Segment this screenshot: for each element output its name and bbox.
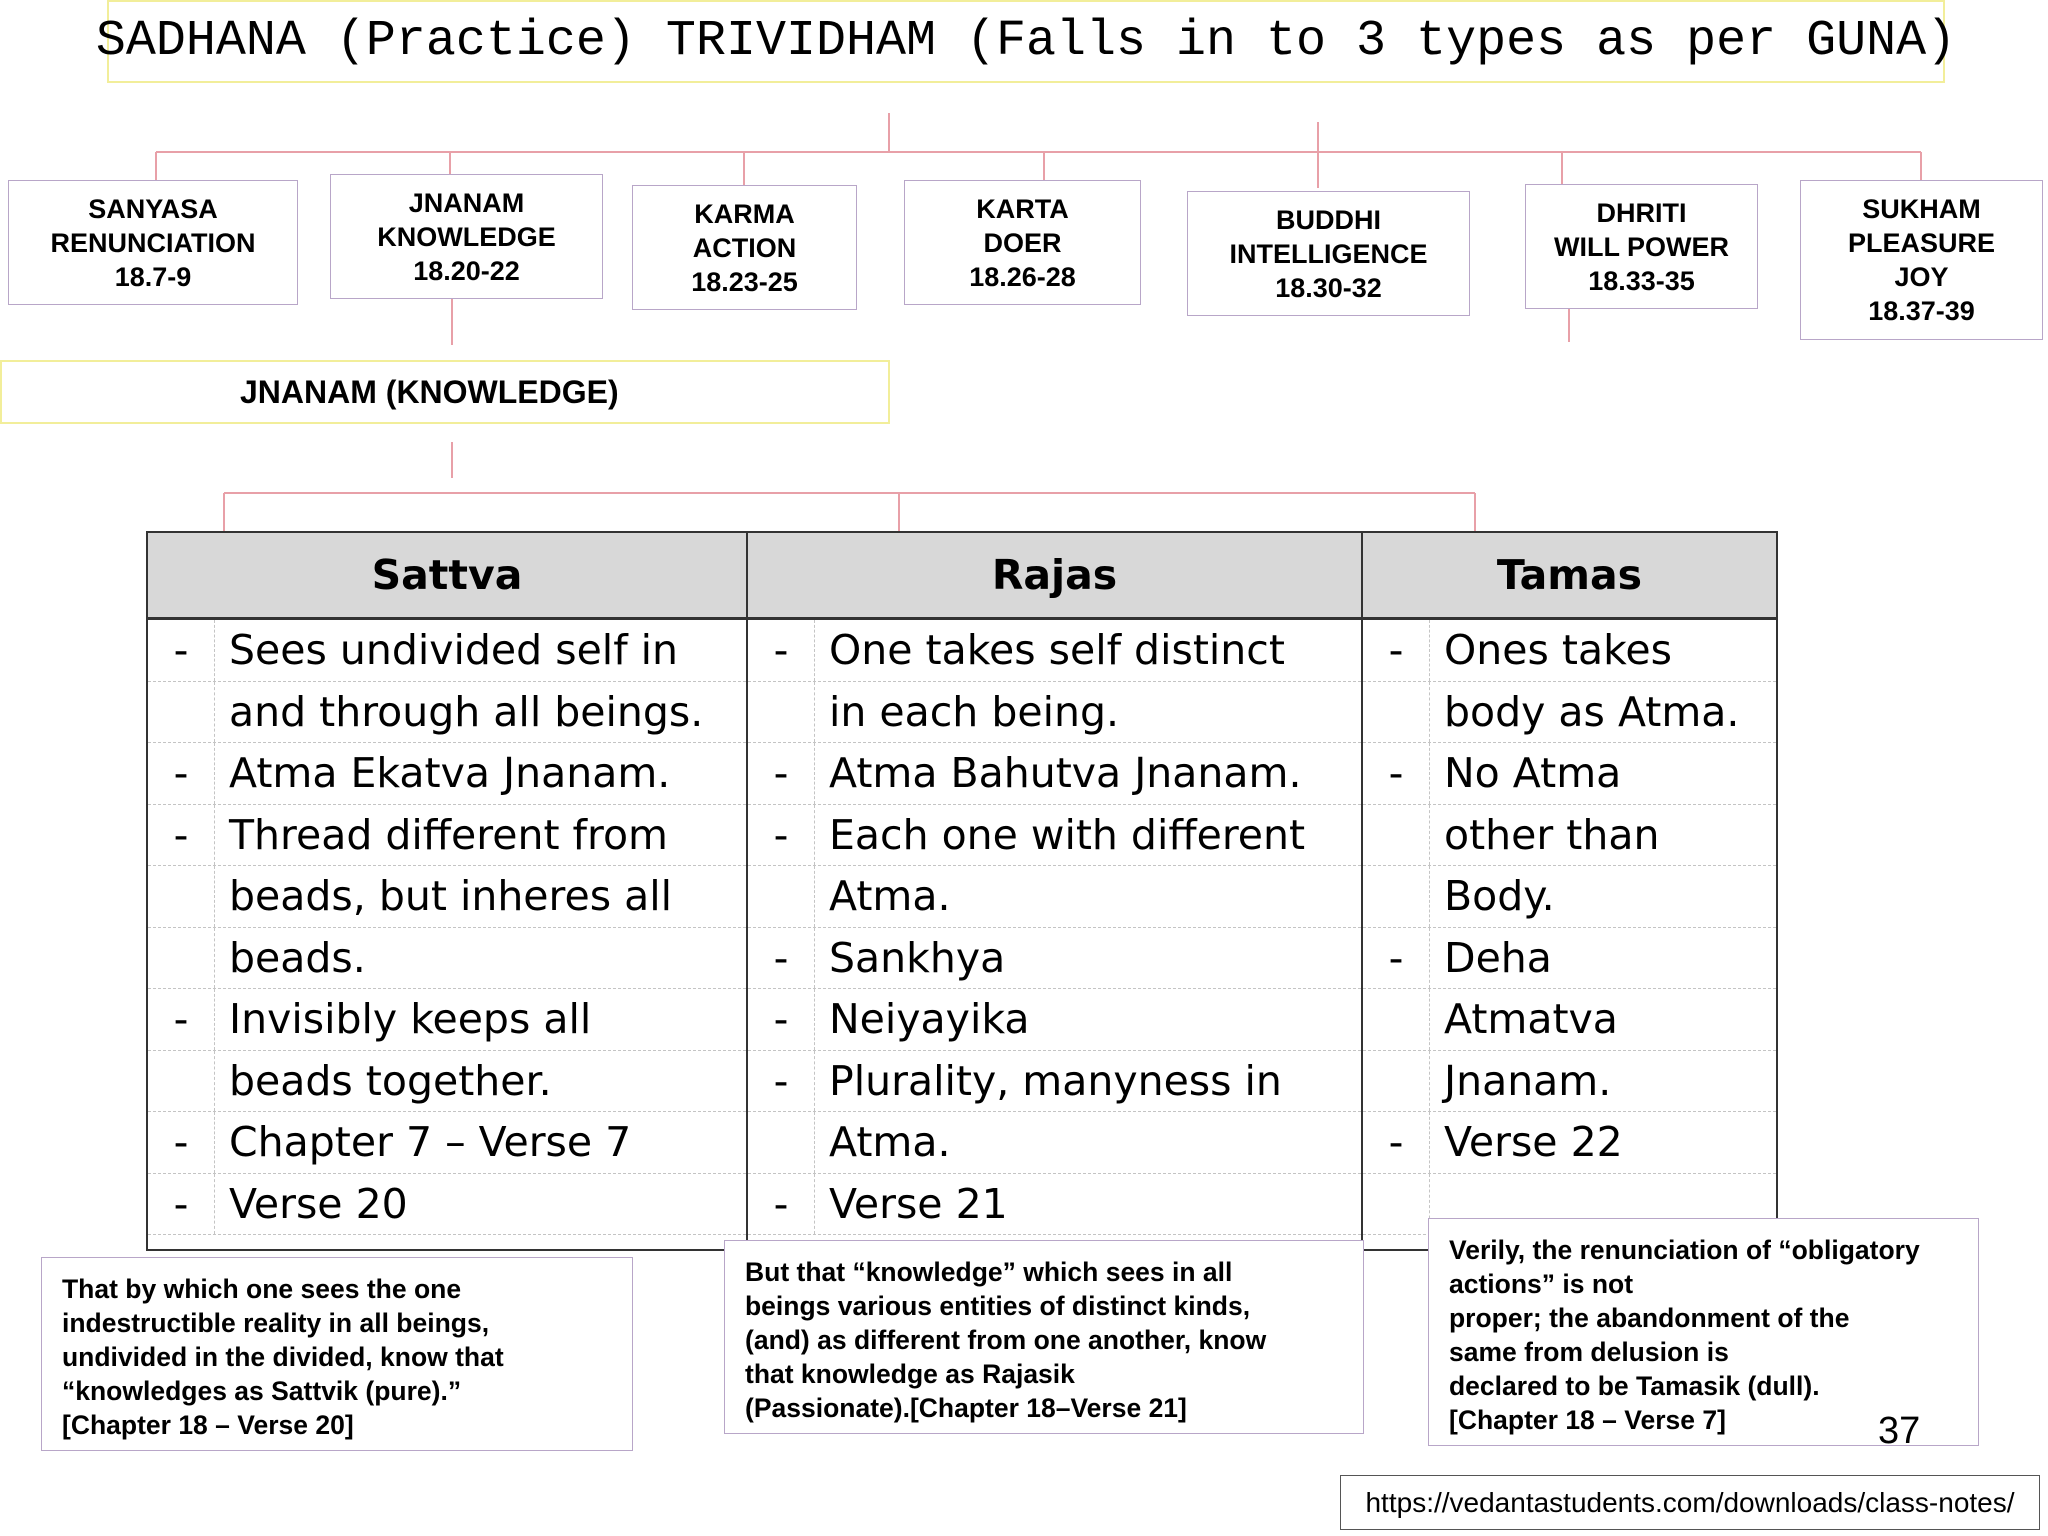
quote-line: undivided in the divided, know that: [62, 1342, 504, 1372]
line-text: Plurality, manyness in: [829, 1056, 1282, 1105]
category-line: BUDDHI: [1276, 204, 1381, 235]
category-karta: [904, 180, 1141, 305]
line-text: Verse 22: [1444, 1118, 1623, 1167]
category-line: JNANAM: [408, 187, 525, 218]
rajas-line: [748, 620, 1361, 682]
category-line: SANYASA: [88, 193, 218, 224]
sattva-line: [148, 1174, 746, 1236]
rajas-line: [748, 1174, 1361, 1236]
rajas-line: [748, 805, 1361, 867]
quote-line: (and) as different from one another, know: [745, 1325, 1267, 1355]
line-text: Atma.: [829, 872, 951, 921]
category-line: 18.20-22: [413, 255, 520, 286]
category-line: WILL POWER: [1554, 231, 1729, 262]
rajas-line: [748, 989, 1361, 1051]
column-rajas: [747, 619, 1362, 1251]
rajas-line: [748, 866, 1361, 928]
rajas-line: [748, 682, 1361, 744]
line-text: Sees undivided self in: [229, 626, 679, 675]
category-line: DOER: [983, 227, 1062, 258]
line-text: Invisibly keeps all: [229, 995, 592, 1044]
line-text: Atma Bahutva Jnanam.: [829, 749, 1302, 798]
category-line: 18.7-9: [114, 261, 192, 292]
quote-line: declared to be Tamasik (dull).: [1449, 1371, 1820, 1401]
column-sattva: [147, 619, 747, 1251]
bullet-dash: -: [148, 805, 215, 866]
bullet-dash: [1363, 989, 1430, 1050]
category-buddhi: [1187, 191, 1470, 316]
category-line: ACTION: [692, 232, 797, 263]
category-sukham: [1800, 180, 2043, 340]
tamas-line: [1363, 682, 1776, 744]
category-line: 18.23-25: [691, 266, 798, 297]
bullet-dash: [748, 682, 815, 743]
bullet-dash: [1363, 682, 1430, 743]
bullet-dash: -: [748, 620, 815, 681]
quote-line: But that “knowledge” which sees in all: [745, 1257, 1233, 1287]
bullet-dash: -: [1363, 743, 1430, 804]
source-url[interactable]: https://vedantastudents.com/downloads/class-notes/: [1340, 1475, 2040, 1530]
line-text: in each being.: [829, 687, 1120, 736]
line-text: One takes self distinct: [829, 626, 1285, 675]
bullet-dash: -: [148, 620, 215, 681]
line-text: and through all beings.: [229, 687, 704, 736]
sattva-line: [148, 1112, 746, 1174]
category-line: JOY: [1894, 262, 1949, 292]
bullet-dash: -: [148, 743, 215, 804]
bullet-dash: -: [748, 928, 815, 989]
quote-line: (Passionate).[Chapter 18–Verse 21]: [745, 1393, 1187, 1423]
bullet-dash: [1363, 1051, 1430, 1112]
category-line: DHRITI: [1596, 197, 1687, 228]
quote-line: [Chapter 18 – Verse 7]: [1449, 1405, 1726, 1435]
quote-line: same from delusion is: [1449, 1337, 1729, 1367]
line-text: Neiyayika: [829, 995, 1030, 1044]
bullet-dash: -: [748, 1174, 815, 1235]
line-text: beads, but inheres all: [229, 872, 673, 921]
sattva-line: [148, 682, 746, 744]
line-text: Each one with different: [829, 810, 1306, 859]
category-line: INTELLIGENCE: [1229, 238, 1428, 269]
header-rajas: Rajas: [747, 532, 1362, 619]
quote-sattvik: [41, 1257, 633, 1451]
jnanam-heading: JNANAM (KNOWLEDGE): [0, 360, 890, 424]
line-text: Body.: [1444, 872, 1555, 921]
tamas-line: [1363, 1051, 1776, 1113]
column-tamas: [1362, 619, 1777, 1251]
quote-line: beings various entities of distinct kinds,: [745, 1291, 1251, 1321]
tamas-line: [1363, 866, 1776, 928]
bullet-dash: [148, 682, 215, 743]
tamas-line: [1363, 805, 1776, 867]
bullet-dash: [148, 866, 215, 927]
line-text: Ones takes: [1444, 626, 1672, 675]
line-text: Thread different from: [229, 810, 668, 859]
line-text: Sankhya: [829, 933, 1006, 982]
sattva-line: [148, 1051, 746, 1113]
line-text: beads together.: [229, 1056, 552, 1105]
guna-table: [146, 531, 1778, 1251]
bullet-dash: -: [748, 805, 815, 866]
quote-line: [Chapter 18 – Verse 20]: [62, 1410, 354, 1440]
quote-line: “knowledges as Sattvik (pure).”: [62, 1376, 462, 1406]
header-tamas: Tamas: [1362, 532, 1777, 619]
quote-line: proper; the abandonment of the: [1449, 1303, 1850, 1333]
line-text: Atmatva: [1444, 995, 1618, 1044]
header-sattva: Sattva: [147, 532, 747, 619]
line-text: body as Atma.: [1444, 687, 1740, 736]
line-text: beads.: [229, 933, 366, 982]
rajas-line: [748, 1051, 1361, 1113]
page-number: 37: [1878, 1410, 1921, 1452]
bullet-dash: [748, 866, 815, 927]
sattva-line: [148, 866, 746, 928]
line-text: Verse 21: [829, 1179, 1008, 1228]
quote-line: actions” is not: [1449, 1269, 1634, 1299]
bullet-dash: -: [748, 989, 815, 1050]
quote-line: That by which one sees the one: [62, 1274, 462, 1304]
quote-line: that knowledge as Rajasik: [745, 1359, 1075, 1389]
bullet-dash: -: [148, 1112, 215, 1173]
page-title: SADHANA (Practice) TRIVIDHAM (Falls in to 3 types as per GUNA): [107, 0, 1945, 83]
quote-line: Verily, the renunciation of “obligatory: [1449, 1235, 1920, 1265]
category-line: 18.37-39: [1868, 296, 1975, 326]
category-sanyasa: [8, 180, 298, 305]
bullet-dash: -: [1363, 620, 1430, 681]
category-line: PLEASURE: [1847, 228, 1996, 258]
sattva-line: [148, 620, 746, 682]
category-jnanam: [330, 174, 603, 299]
category-line: RENUNCIATION: [50, 227, 256, 258]
rajas-line: [748, 1112, 1361, 1174]
bullet-dash: -: [748, 1051, 815, 1112]
tamas-line: [1363, 989, 1776, 1051]
rajas-line: [748, 743, 1361, 805]
line-text: No Atma: [1444, 749, 1622, 798]
category-line: 18.33-35: [1588, 265, 1695, 296]
sattva-line: [148, 805, 746, 867]
category-dhriti: [1525, 184, 1758, 309]
category-line: 18.26-28: [969, 261, 1076, 292]
quote-rajasik: [724, 1240, 1364, 1434]
line-text: Atma.: [829, 1118, 951, 1167]
bullet-dash: [1363, 805, 1430, 866]
line-text: Atma Ekatva Jnanam.: [229, 749, 671, 798]
quote-line: indestructible reality in all beings,: [62, 1308, 490, 1338]
tamas-line: [1363, 1112, 1776, 1174]
bullet-dash: -: [748, 743, 815, 804]
sattva-line: [148, 928, 746, 990]
line-text: other than: [1444, 810, 1660, 859]
category-line: KARMA: [694, 198, 795, 229]
bullet-dash: -: [148, 989, 215, 1050]
bullet-dash: [148, 1051, 215, 1112]
tamas-line: [1363, 743, 1776, 805]
sattva-line: [148, 743, 746, 805]
bullet-dash: [1363, 866, 1430, 927]
tamas-line: [1363, 620, 1776, 682]
rajas-line: [748, 928, 1361, 990]
category-karma: [632, 185, 857, 310]
category-line: SUKHAM: [1862, 194, 1981, 224]
category-line: KARTA: [976, 193, 1069, 224]
category-line: KNOWLEDGE: [377, 221, 556, 252]
sattva-line: [148, 989, 746, 1051]
bullet-dash: [748, 1112, 815, 1173]
line-text: Deha: [1444, 933, 1552, 982]
tamas-line: [1363, 928, 1776, 990]
bullet-dash: -: [1363, 928, 1430, 989]
line-text: Chapter 7 – Verse 7: [229, 1118, 632, 1167]
line-text: Verse 20: [229, 1179, 408, 1228]
bullet-dash: -: [1363, 1112, 1430, 1173]
line-text: Jnanam.: [1444, 1056, 1612, 1105]
category-line: 18.30-32: [1275, 272, 1382, 303]
bullet-dash: [1363, 1174, 1430, 1235]
bullet-dash: [148, 928, 215, 989]
bullet-dash: -: [148, 1174, 215, 1235]
